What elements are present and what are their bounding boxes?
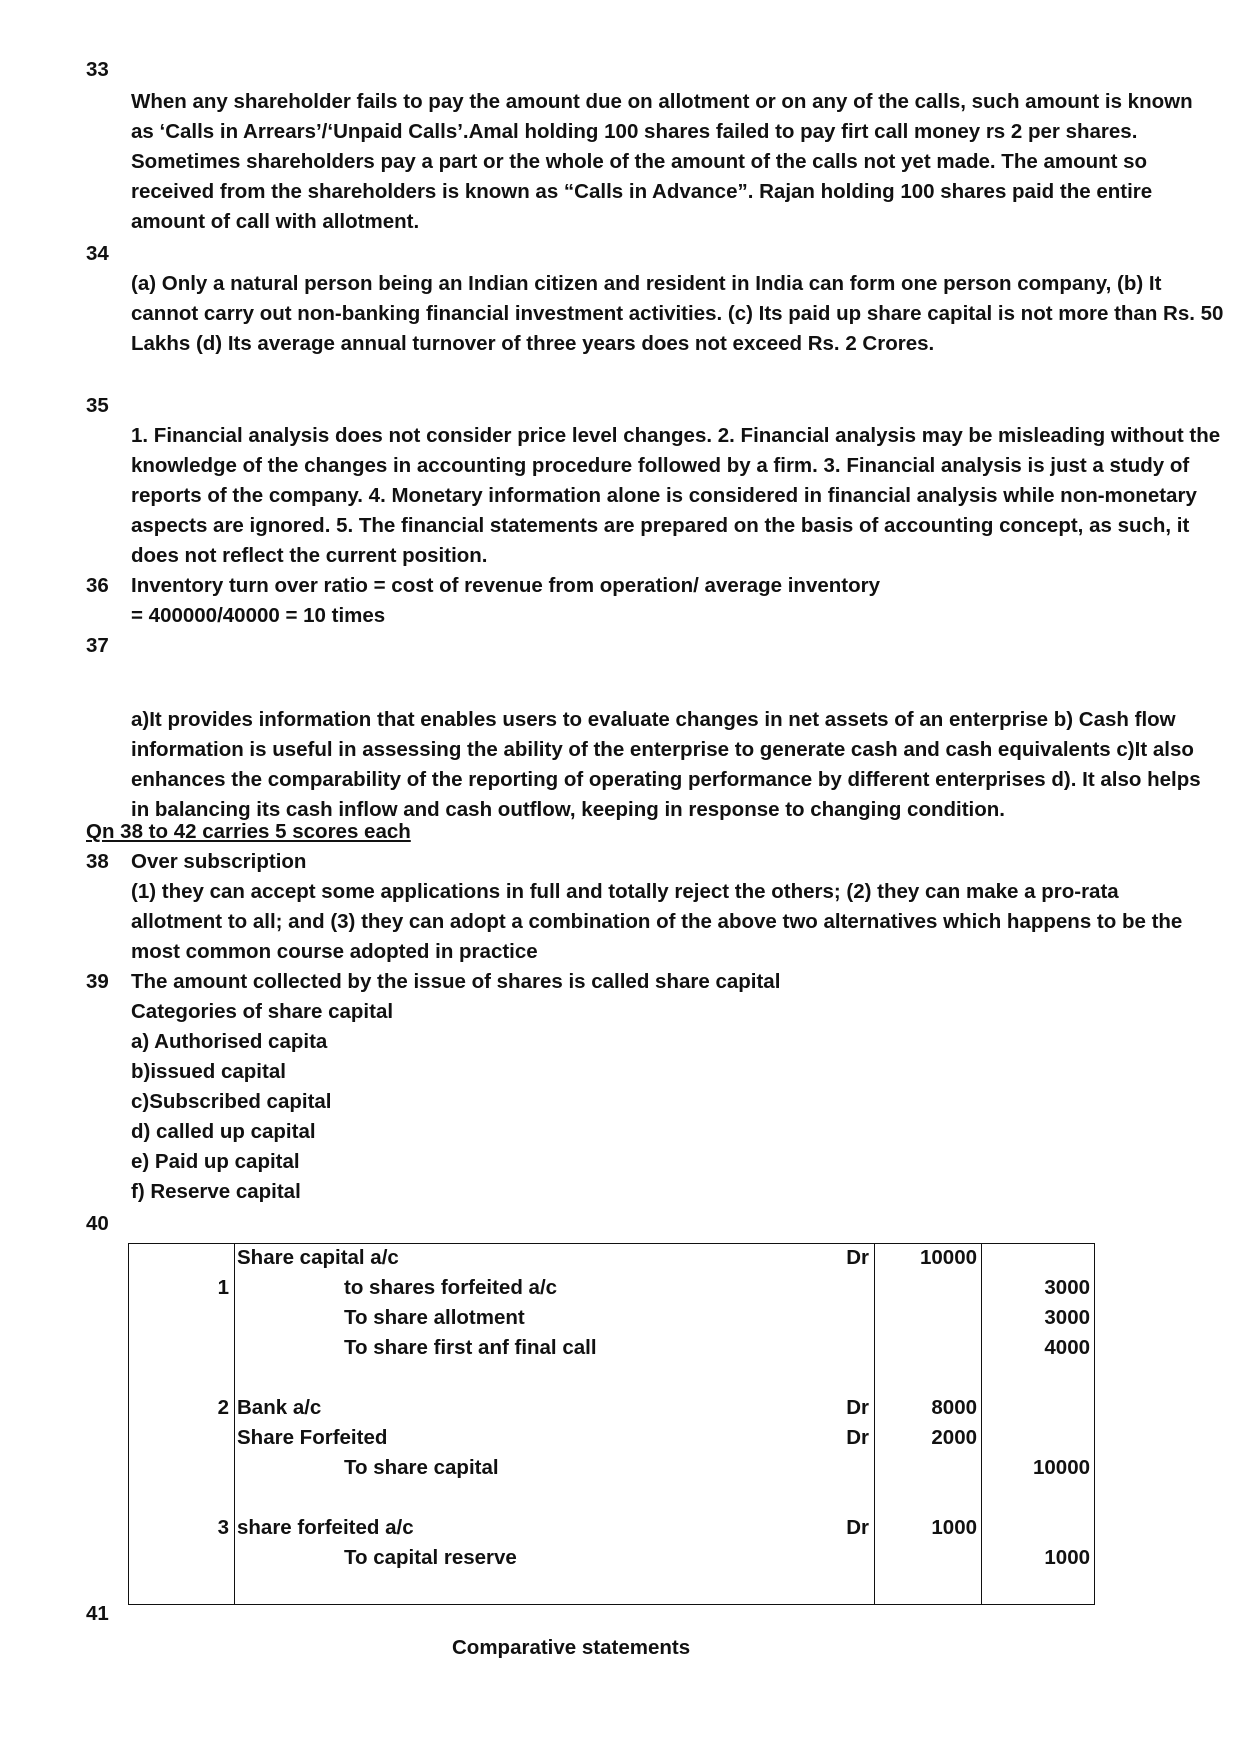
answer-36-line: Inventory turn over ratio = cost of revenue from operation/ average inventory bbox=[131, 574, 881, 597]
journal-serial-number: 2 bbox=[217, 1396, 229, 1419]
answer-35-line: does not reflect the current position. bbox=[131, 544, 488, 567]
question-number-34: 34 bbox=[86, 242, 109, 265]
answer-34-line: (a) Only a natural person being an Indian citizen and resident in India can form one person company, (b) It bbox=[131, 272, 1162, 295]
journal-debit-amount: 2000 bbox=[931, 1426, 977, 1449]
answer-39-line: d) called up capital bbox=[131, 1120, 316, 1143]
journal-particulars: Share Forfeited bbox=[237, 1426, 388, 1449]
question-number-39: 39 bbox=[86, 970, 109, 993]
journal-credit-amount: 10000 bbox=[1032, 1456, 1090, 1479]
journal-credit-amount: 3000 bbox=[1044, 1306, 1090, 1329]
answer-33-line: received from the shareholders is known as “Calls in Advance”. Rajan holding 100 shares paid the entire bbox=[131, 180, 1153, 203]
answer-34-line: cannot carry out non-banking financial investment activities. (c) Its paid up share capital is not more than Rs. 50 bbox=[131, 302, 1224, 325]
journal-particulars: To share first anf final call bbox=[344, 1336, 597, 1359]
column-divider bbox=[234, 1244, 235, 1604]
answer-37-line: a)It provides information that enables users to evaluate changes in net assets of an enterprise b) Cash flow bbox=[131, 708, 1176, 731]
answer-37-line: information is useful in assessing the ability of the enterprise to generate cash and cash equivalents c)It also bbox=[131, 738, 1194, 761]
question-number-33: 33 bbox=[86, 58, 109, 81]
answer-38-line: (1) they can accept some applications in full and totally reject the others; (2) they can make a pro-rata bbox=[131, 880, 1119, 903]
answer-33-line: as ‘Calls in Arrears’/‘Unpaid Calls’.Amal holding 100 shares failed to pay firt call money rs 2 per shares. bbox=[131, 120, 1138, 143]
journal-dr-marker: Dr bbox=[846, 1396, 869, 1419]
question-number-41: 41 bbox=[86, 1602, 109, 1625]
answer-37-line: in balancing its cash inflow and cash outflow, keeping in response to changing condition. bbox=[131, 798, 1005, 821]
journal-table bbox=[128, 1243, 1095, 1605]
journal-credit-amount: 3000 bbox=[1044, 1276, 1090, 1299]
journal-debit-amount: 8000 bbox=[931, 1396, 977, 1419]
journal-particulars: share forfeited a/c bbox=[237, 1516, 414, 1539]
answer-38-line: allotment to all; and (3) they can adopt a combination of the above two alternatives which happens to be the bbox=[131, 910, 1183, 933]
question-number-35: 35 bbox=[86, 394, 109, 417]
journal-particulars: To share capital bbox=[344, 1456, 499, 1479]
journal-serial-number: 1 bbox=[217, 1276, 229, 1299]
journal-particulars: To capital reserve bbox=[344, 1546, 517, 1569]
answer-39-line: a) Authorised capita bbox=[131, 1030, 328, 1053]
journal-particulars: Bank a/c bbox=[237, 1396, 322, 1419]
answer-37-line: enhances the comparability of the reporting of operating performance by different enterprises d). It also helps bbox=[131, 768, 1201, 791]
answer-34-line: Lakhs (d) Its average annual turnover of three years does not exceed Rs. 2 Crores. bbox=[131, 332, 935, 355]
answer-39-line: c)Subscribed capital bbox=[131, 1090, 332, 1113]
journal-debit-amount: 10000 bbox=[919, 1246, 977, 1269]
answer-35-line: 1. Financial analysis does not consider price level changes. 2. Financial analysis may be misleading without the bbox=[131, 424, 1221, 447]
answer-39-line: e) Paid up capital bbox=[131, 1150, 300, 1173]
answer-35-line: aspects are ignored. 5. The financial statements are prepared on the basis of accounting concept, as such, it bbox=[131, 514, 1190, 537]
answer-33-line: Sometimes shareholders pay a part or the whole of the amount of the calls not yet made. The amount so bbox=[131, 150, 1148, 173]
journal-particulars: To share allotment bbox=[344, 1306, 525, 1329]
comparative-statements-title: Comparative statements bbox=[452, 1636, 691, 1659]
column-divider bbox=[981, 1244, 982, 1604]
answer-39-line: b)issued capital bbox=[131, 1060, 286, 1083]
question-number-37: 37 bbox=[86, 634, 109, 657]
question-number-40: 40 bbox=[86, 1212, 109, 1235]
journal-dr-marker: Dr bbox=[846, 1246, 869, 1269]
answer-39-line: The amount collected by the issue of shares is called share capital bbox=[131, 970, 781, 993]
journal-dr-marker: Dr bbox=[846, 1426, 869, 1449]
journal-particulars: Share capital a/c bbox=[237, 1246, 399, 1269]
section-heading: Qn 38 to 42 carries 5 scores each bbox=[86, 820, 411, 843]
answer-35-line: knowledge of the changes in accounting procedure followed by a firm. 3. Financial analysis is just a study of bbox=[131, 454, 1190, 477]
answer-36-line: = 400000/40000 = 10 times bbox=[131, 604, 386, 627]
journal-credit-amount: 1000 bbox=[1044, 1546, 1090, 1569]
answer-33-line: When any shareholder fails to pay the amount due on allotment or on any of the calls, such amount is known bbox=[131, 90, 1193, 113]
journal-dr-marker: Dr bbox=[846, 1516, 869, 1539]
answer-35-line: reports of the company. 4. Monetary information alone is considered in financial analysis while non-monetary bbox=[131, 484, 1197, 507]
answer-38-title: Over subscription bbox=[131, 850, 307, 873]
journal-serial-number: 3 bbox=[217, 1516, 229, 1539]
question-number-36: 36 bbox=[86, 574, 109, 597]
question-number-38: 38 bbox=[86, 850, 109, 873]
answer-38-line: most common course adopted in practice bbox=[131, 940, 538, 963]
journal-credit-amount: 4000 bbox=[1044, 1336, 1090, 1359]
journal-debit-amount: 1000 bbox=[931, 1516, 977, 1539]
column-divider bbox=[874, 1244, 875, 1604]
journal-particulars: to shares forfeited a/c bbox=[344, 1276, 558, 1299]
answer-33-line: amount of call with allotment. bbox=[131, 210, 420, 233]
answer-39-line: Categories of share capital bbox=[131, 1000, 394, 1023]
answer-39-line: f) Reserve capital bbox=[131, 1180, 301, 1203]
